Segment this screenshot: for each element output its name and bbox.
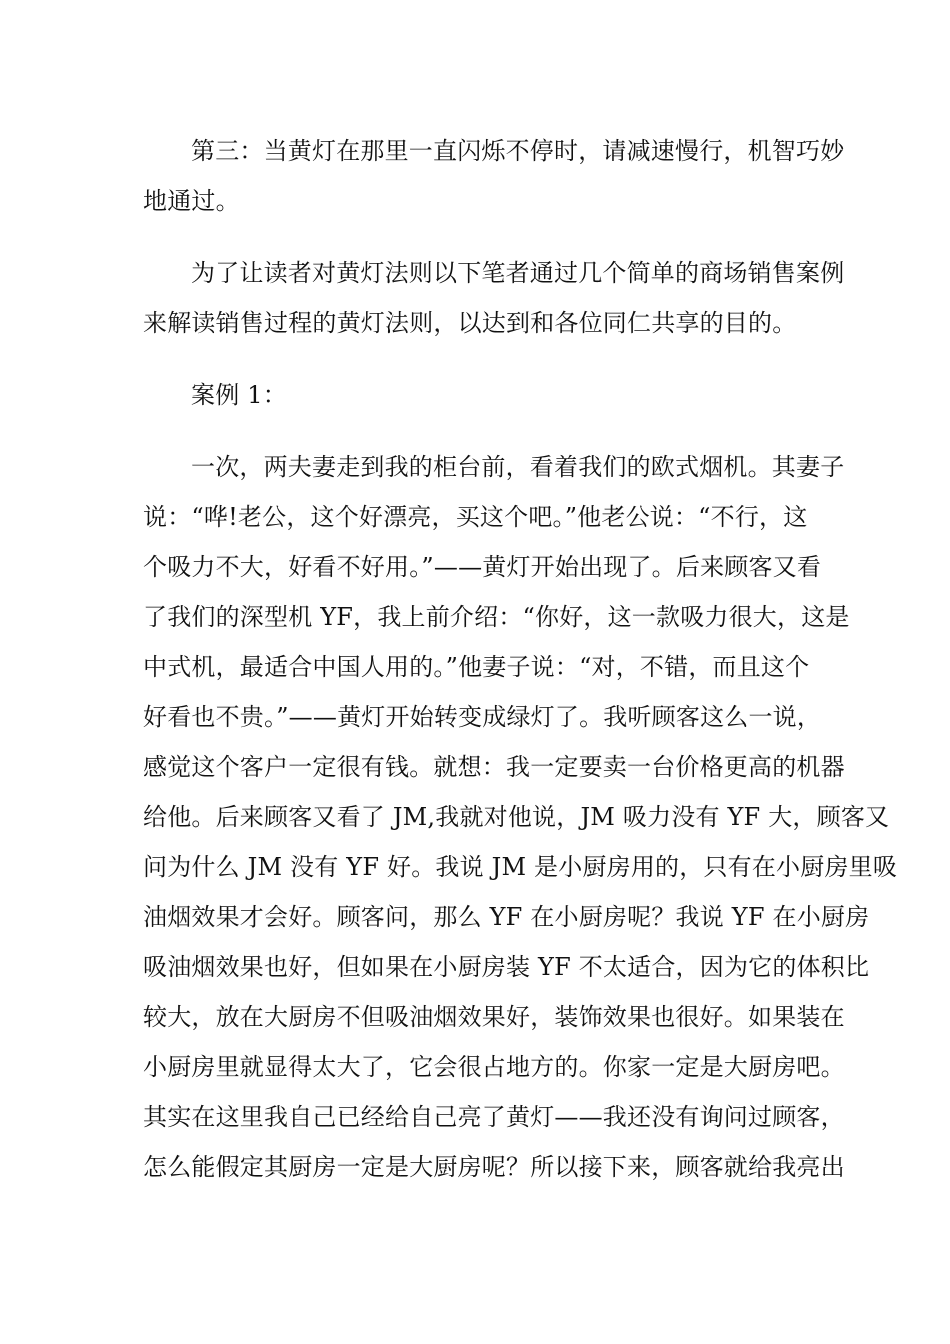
paragraph-1-line-1: 第三：当黄灯在那里一直闪烁不停时，请减速慢行，机智巧妙 [191, 137, 845, 165]
paragraph-3-line-14: 其实在这里我自己已经给自己亮了黄灯——我还没有询问过顾客， [143, 1103, 845, 1131]
paragraph-3-line-9: 问为什么 JM 没有 YF 好。我说 JM 是小厨房用的，只有在小厨房里吸 [143, 853, 898, 881]
paragraph-3-line-4: 了我们的深型机 YF，我上前介绍：“你好，这一款吸力很大，这是 [143, 603, 850, 631]
paragraph-3-line-2: 说：“哗!老公，这个好漂亮，买这个吧。”他老公说：“不行，这 [143, 503, 808, 531]
paragraph-3-line-6: 好看也不贵。”——黄灯开始转变成绿灯了。我听顾客这么一说， [143, 703, 822, 731]
paragraph-3-line-5: 中式机，最适合中国人用的。”他妻子说：“对，不错，而且这个 [143, 653, 810, 681]
paragraph-3-line-3: 个吸力不大，好看不好用。”——黄灯开始出现了。后来顾客又看 [143, 553, 822, 581]
paragraph-3-line-12: 较大，放在大厨房不但吸油烟效果好，装饰效果也很好。如果装在 [143, 1003, 845, 1031]
case-heading: 案例 1： [191, 381, 287, 409]
paragraph-3-line-1: 一次，两夫妻走到我的柜台前，看着我们的欧式烟机。其妻子 [191, 453, 845, 481]
paragraph-3-line-7: 感觉这个客户一定很有钱。就想：我一定要卖一台价格更高的机器 [143, 753, 845, 781]
paragraph-3-line-11: 吸油烟效果也好，但如果在小厨房装 YF 不太适合，因为它的体积比 [143, 953, 870, 981]
paragraph-3-line-15: 怎么能假定其厨房一定是大厨房呢？所以接下来，顾客就给我亮出 [143, 1153, 845, 1181]
paragraph-3-line-13: 小厨房里就显得太大了，它会很占地方的。你家一定是大厨房吧。 [143, 1053, 845, 1081]
paragraph-3-line-10: 油烟效果才会好。顾客问，那么 YF 在小厨房呢？我说 YF 在小厨房 [143, 903, 870, 931]
paragraph-2-line-2: 来解读销售过程的黄灯法则，以达到和各位同仁共享的目的。 [143, 309, 797, 337]
paragraph-2-line-1: 为了让读者对黄灯法则以下笔者通过几个简单的商场销售案例 [191, 259, 845, 287]
paragraph-1-line-2: 地通过。 [143, 187, 240, 215]
paragraph-3-line-8: 给他。后来顾客又看了 JM,我就对他说，JM 吸力没有 YF 大，顾客又 [143, 803, 890, 831]
